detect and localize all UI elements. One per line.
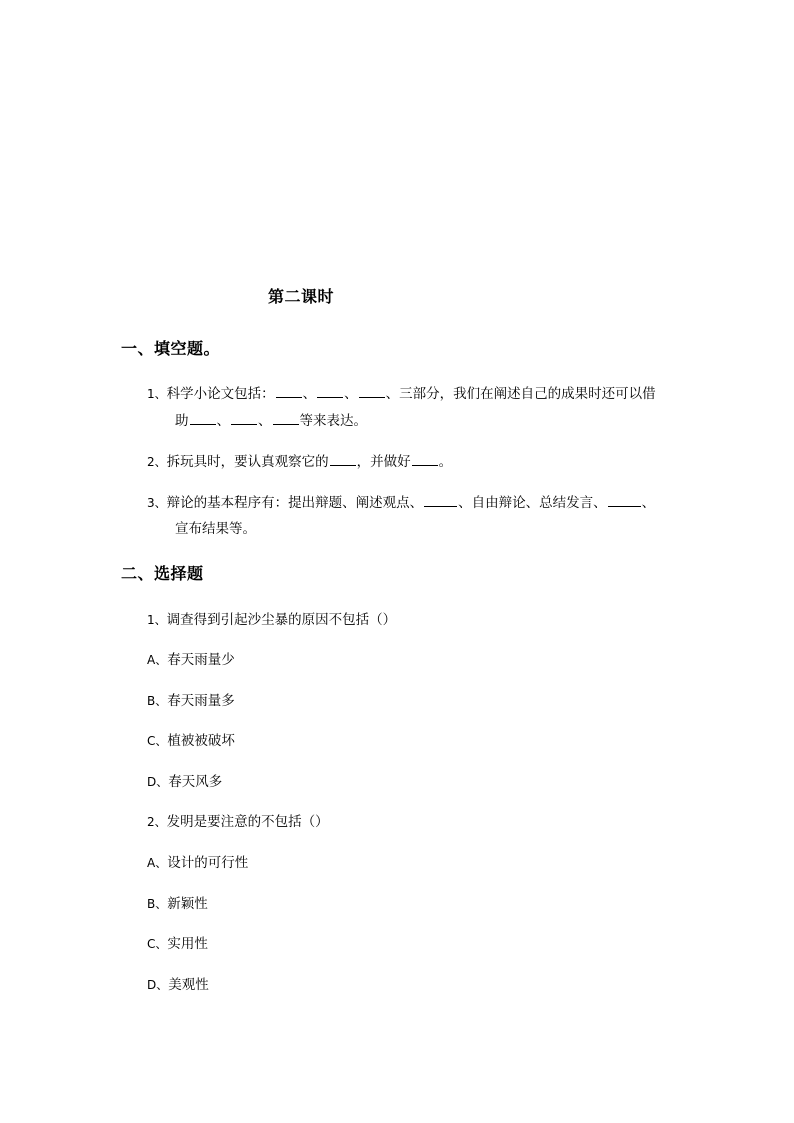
option-text: 春天雨量少: [167, 652, 235, 668]
option-letter: A、: [147, 856, 168, 870]
question-number: 1、: [147, 613, 167, 627]
question-text: 、: [641, 495, 656, 511]
option-text: 植被被破坏: [167, 733, 235, 749]
answer-blank[interactable]: [424, 494, 457, 507]
choice-option[interactable]: [147, 648, 235, 668]
option-text: 设计的可行性: [167, 855, 249, 871]
question-text: 辩论的基本程序有：提出辩题、阐述观点、: [166, 495, 424, 511]
option-letter: D、: [147, 775, 169, 789]
option-letter: C、: [147, 734, 168, 748]
question-text: 、: [216, 413, 230, 429]
page-title: 第二课时: [268, 287, 335, 306]
question-text: 、三部分，我们在阐述自己的成果时还可以借: [385, 386, 656, 402]
option-letter: A、: [147, 653, 168, 667]
question-text: 助: [175, 413, 189, 429]
choice-option[interactable]: [147, 851, 248, 871]
answer-blank[interactable]: [190, 412, 216, 425]
section-heading-multiple-choice: 二、选择题: [121, 564, 204, 583]
choice-question-1-stem: [147, 608, 396, 628]
section-heading-fill-blank: 一、填空题。: [121, 339, 221, 358]
answer-blank[interactable]: [412, 453, 438, 466]
choice-option[interactable]: [147, 892, 208, 912]
fill-question-2: [147, 450, 452, 470]
question-text: 发明是要注意的不包括（）: [166, 814, 329, 830]
choice-option[interactable]: [147, 973, 209, 993]
option-letter: B、: [147, 694, 168, 708]
question-text: 。: [438, 454, 453, 470]
option-text: 美观性: [168, 977, 209, 993]
fill-question-1-line-1: [147, 382, 656, 402]
question-text: 、: [258, 413, 272, 429]
choice-option[interactable]: [147, 689, 235, 709]
option-text: 新颖性: [167, 896, 208, 912]
answer-blank[interactable]: [359, 385, 385, 398]
fill-question-3-line-2: 宣布结果等。: [175, 521, 256, 537]
option-letter: C、: [147, 937, 168, 951]
question-text: 科学小论文包括：: [166, 386, 275, 402]
option-text: 春天风多: [168, 774, 223, 790]
option-text: 春天雨量多: [167, 693, 235, 709]
question-text: 调查得到引起沙尘暴的原因不包括（）: [166, 612, 397, 628]
question-text: 、: [344, 386, 358, 402]
question-text: ，并做好: [356, 454, 411, 470]
answer-blank[interactable]: [317, 385, 343, 398]
question-text: 拆玩具时，要认真观察它的: [166, 454, 329, 470]
question-text: 、自由辩论、总结发言、: [458, 495, 607, 511]
answer-blank[interactable]: [330, 453, 356, 466]
option-letter: D、: [147, 978, 169, 992]
choice-option[interactable]: [147, 770, 222, 790]
question-number: 1、: [147, 387, 167, 401]
question-text: 、: [302, 386, 317, 402]
question-text: 等来表达。: [299, 413, 367, 429]
option-letter: B、: [147, 897, 168, 911]
fill-question-3-line-1: [147, 491, 655, 511]
choice-option[interactable]: [147, 932, 208, 952]
option-text: 实用性: [167, 936, 208, 952]
question-number: 2、: [147, 815, 167, 829]
answer-blank[interactable]: [276, 385, 302, 398]
choice-question-2-stem: [147, 810, 329, 830]
fill-question-1-line-2: [175, 409, 367, 429]
answer-blank[interactable]: [608, 494, 641, 507]
answer-blank[interactable]: [273, 412, 299, 425]
choice-option[interactable]: [147, 729, 235, 749]
question-number: 2、: [147, 455, 167, 469]
answer-blank[interactable]: [231, 412, 257, 425]
question-number: 3、: [147, 496, 167, 510]
